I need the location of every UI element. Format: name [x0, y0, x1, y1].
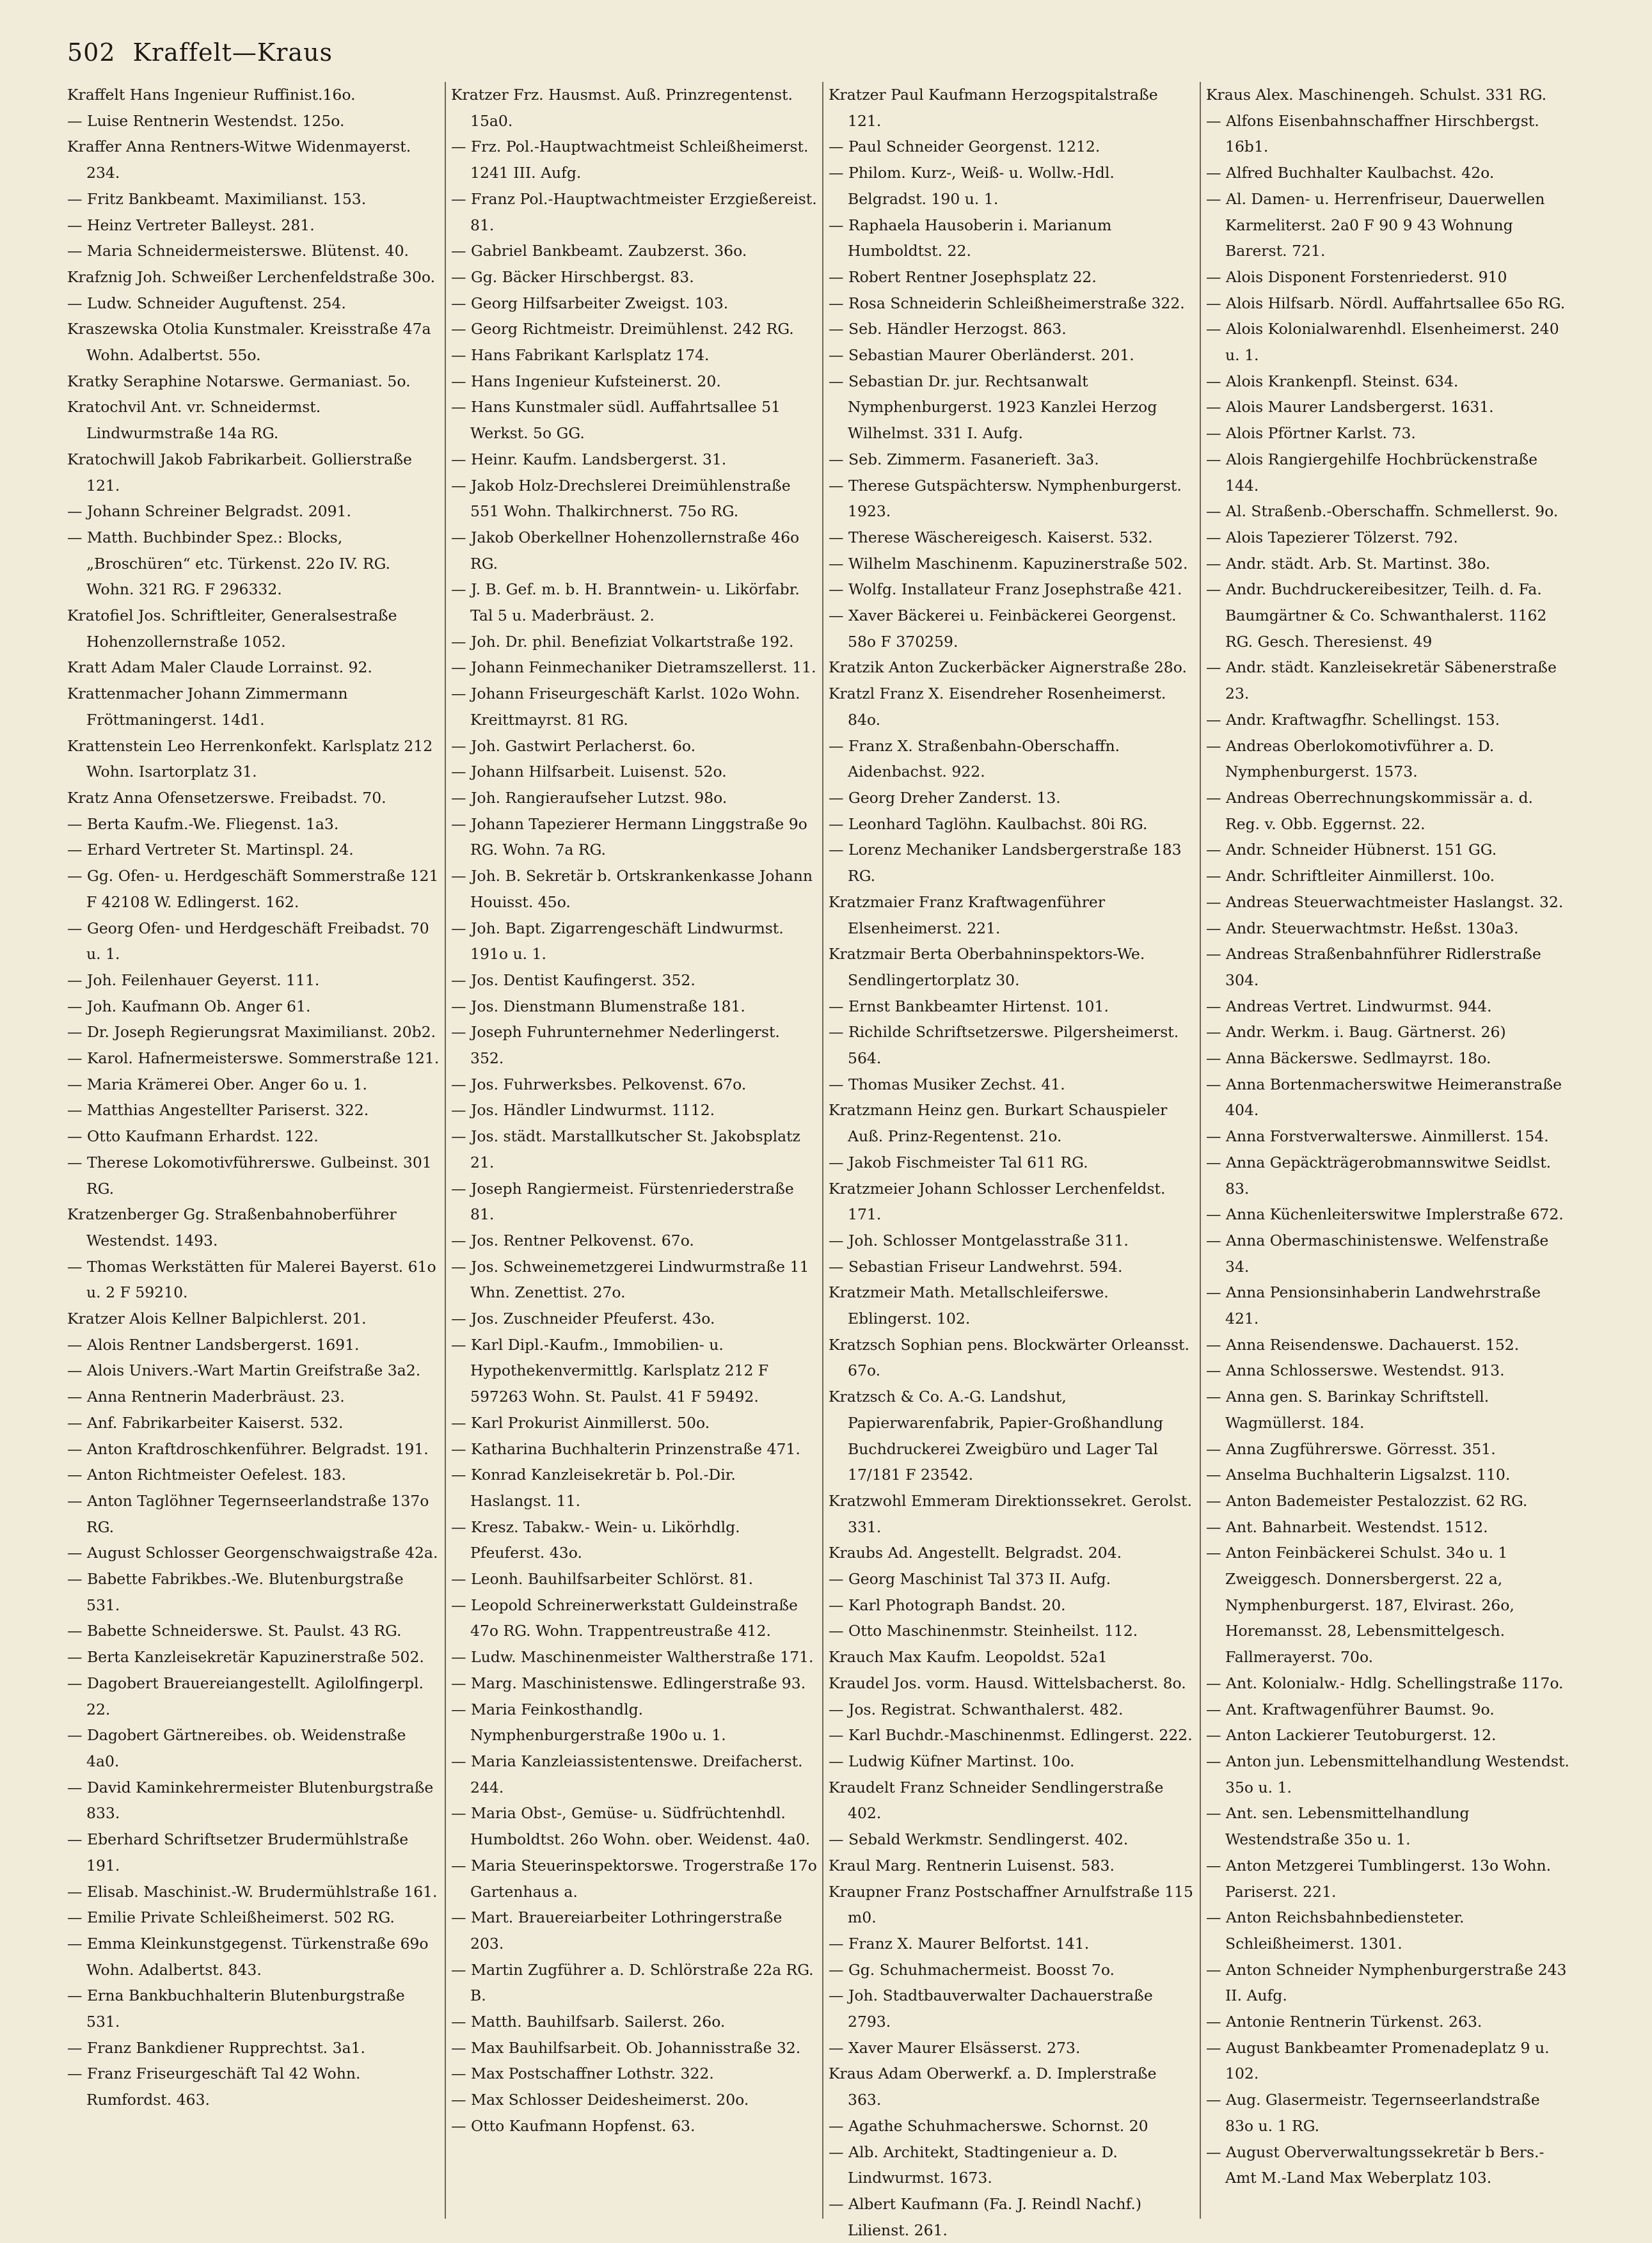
directory-entry: — Wilhelm Maschinenm. Kapuzinerstraße 502.: [829, 554, 1188, 573]
directory-entry: — Jakob Fischmeister Tal 611 RG.: [829, 1153, 1088, 1171]
directory-entry: — Leonh. Bauhilfsarbeiter Schlörst. 81.: [451, 1570, 754, 1589]
directory-entry: Kratochvil Ant. vr. Schneidermst. Lindwurmstraße 14a RG.: [67, 398, 321, 443]
directory-entry: — Wolfg. Installateur Franz Josephstraße 421.: [829, 580, 1182, 599]
directory-entry: — Johann Feinmechaniker Dietramszellerst. 11.: [451, 658, 816, 677]
directory-entry: — Anton Taglöhner Tegernseerlandstraße 137o RG.: [67, 1491, 429, 1536]
directory-entry: Kraudelt Franz Schneider Sendlingerstraße 402.: [829, 1778, 1164, 1823]
column-2: [445, 82, 822, 2219]
directory-entry: Kratzenberger Gg. Straßenbahnoberführer Westendst. 1493.: [67, 1205, 397, 1249]
directory-entry: — Anton Lackierer Teutoburgerst. 12.: [1206, 1726, 1497, 1745]
directory-entry: — Jakob Oberkellner Hohenzollernstraße 46o RG.: [451, 528, 800, 573]
directory-entry: — Georg Ofen- und Herdgeschäft Freibadst. 70 u. 1.: [67, 919, 429, 963]
directory-entry: — Alois Hilfsarb. Nördl. Auffahrtsallee 65o RG.: [1206, 294, 1566, 312]
directory-entry: — Konrad Kanzleisekretär b. Pol.-Dir. Haslangst. 11.: [451, 1466, 736, 1510]
directory-entry: — Al. Straßenb.-Oberschaffn. Schmellerst. 9o.: [1206, 502, 1559, 521]
directory-entry: — Fritz Bankbeamt. Maximilianst. 153.: [67, 189, 367, 208]
directory-entry: — Ant. Kraftwagenführer Baumst. 9o.: [1206, 1700, 1495, 1718]
directory-entry: — Alois Krankenpfl. Steinst. 634.: [1206, 372, 1459, 390]
directory-entry: — Johann Friseurgeschäft Karlst. 102o Wohn. Kreittmayrst. 81 RG.: [451, 685, 800, 729]
directory-entry: — Anna Küchenleiterswitwe Implerstraße 672.: [1206, 1205, 1564, 1224]
directory-entry: — Gg. Schuhmachermeist. Boosst 7o.: [829, 1960, 1115, 1979]
directory-entry: — Leonhard Taglöhn. Kaulbachst. 80i RG.: [829, 814, 1148, 833]
directory-entry: — Aug. Glasermeistr. Tegernseerlandstraße 83o u. 1 RG.: [1206, 2091, 1540, 2135]
directory-entry: — Erhard Vertreter St. Martinspl. 24.: [67, 841, 354, 859]
directory-entry: — Sebald Werkmstr. Sendlingerst. 402.: [829, 1830, 1129, 1849]
directory-entry: — Hans Kunstmaler südl. Auffahrtsallee 51 Werkst. 5o GG.: [451, 398, 781, 443]
directory-entry: Kratzwohl Emmeram Direktionssekret. Gerolst. 331.: [829, 1491, 1192, 1536]
directory-entry: — Jos. städt. Marstallkutscher St. Jakobsplatz 21.: [451, 1127, 800, 1171]
directory-entry: — Alfred Buchhalter Kaulbachst. 42o.: [1206, 164, 1495, 182]
directory-entry: — Seb. Händler Herzogst. 863.: [829, 320, 1067, 338]
directory-entry: — August Oberverwaltungssekretär b Bers.-Amt M.-Land Max Weberplatz 103.: [1206, 2143, 1545, 2187]
directory-entry: — Andr. Kraftwagfhr. Schellingst. 153.: [1206, 710, 1500, 729]
directory-entry: — Sebastian Dr. jur. Rechtsanwalt Nymphenburgerst. 1923 Kanzlei Herzog Wilhelmst. 331 I. Aufg.: [829, 372, 1157, 443]
directory-entry: — Joh. Dr. phil. Benefiziat Volkartstraße 192.: [451, 632, 794, 651]
directory-entry: — Otto Kaufmann Erhardst. 122.: [67, 1127, 319, 1146]
directory-entry: — Jos. Schweinemetzgerei Lindwurmstraße 11 Whn. Zenettist. 27o.: [451, 1257, 809, 1302]
directory-entry: — August Schlosser Georgenschwaigstraße 42a.: [67, 1544, 438, 1562]
directory-entry: — Jos. Dentist Kaufingerst. 352.: [451, 971, 695, 989]
directory-entry: — Matth. Buchbinder Spez.: Blocks, „Broschüren“ etc. Türkenst. 22o IV. RG. Wohn. 321 RG. F 296332.: [67, 528, 391, 599]
directory-entry: — Leopold Schreinerwerkstatt Guldeinstraße 47o RG. Wohn. Trappentreustraße 412.: [451, 1596, 798, 1640]
directory-entry: — Kresz. Tabakw.- Wein- u. Likörhdlg. Pfeuferst. 43o.: [451, 1518, 740, 1562]
directory-entry: — Hans Ingenieur Kufsteinerst. 20.: [451, 372, 721, 390]
directory-entry: — Anton Richtmeister Oefelest. 183.: [67, 1466, 347, 1484]
directory-entry: Kratzer Alois Kellner Balpichlerst. 201.: [67, 1310, 367, 1328]
directory-entry: — Andr. Werkm. i. Baug. Gärtnerst. 26): [1206, 1023, 1506, 1042]
directory-entry: Kratzer Frz. Hausmst. Auß. Prinzregentenst. 15a0.: [451, 86, 793, 130]
directory-entry: — Anna Pensionsinhaberin Landwehrstraße 421.: [1206, 1283, 1541, 1328]
directory-entry: — Anna Rentnerin Maderbräust. 23.: [67, 1388, 345, 1406]
directory-entry: — Elisab. Maschinist.-W. Brudermühlstraße 161.: [67, 1882, 438, 1901]
directory-entry: — Anton jun. Lebensmittelhandlung Westendst. 35o u. 1.: [1206, 1752, 1569, 1796]
directory-entry: Kraffer Anna Rentners-Witwe Widenmayerst. 234.: [67, 138, 411, 182]
directory-entry: — Georg Maschinist Tal 373 II. Aufg.: [829, 1570, 1111, 1589]
directory-entry: — Maria Feinkosthandlg. Nymphenburgerstraße 190o u. 1.: [451, 1700, 726, 1745]
directory-entry: — Katharina Buchhalterin Prinzenstraße 471.: [451, 1439, 800, 1458]
page-number: 502: [67, 38, 116, 67]
directory-entry: — Franz X. Maurer Belfortst. 141.: [829, 1934, 1090, 1953]
directory-entry: — Joh. Feilenhauer Geyerst. 111.: [67, 971, 320, 989]
directory-entry: — Ant. Kolonialw.- Hdlg. Schellingstraße 117o.: [1206, 1674, 1564, 1692]
directory-entry: — Johann Schreiner Belgradst. 2091.: [67, 502, 351, 521]
directory-entry: — Xaver Maurer Elsässerst. 273.: [829, 2038, 1081, 2057]
directory-entry: — Joseph Rangiermeist. Fürstenriederstraße 81.: [451, 1179, 794, 1224]
directory-entry: — Andr. Buchdruckereibesitzer, Teilh. d. Fa. Baumgärtner & Co. Schwanthalerst. 1162 RG. Gesch. Theresienst. 49: [1206, 580, 1547, 651]
directory-entry: — Andreas Oberlokomotivführer a. D. Nymphenburgerst. 1573.: [1206, 736, 1495, 781]
directory-entry: — Alois Tapezierer Tölzerst. 792.: [1206, 528, 1458, 546]
directory-entry: — Gabriel Bankbeamt. Zaubzerst. 36o.: [451, 242, 747, 260]
directory-entry: Kratzmair Berta Oberbahninspektors-We. Sendlingertorplatz 30.: [829, 945, 1145, 989]
directory-entry: — Xaver Bäckerei u. Feinbäckerei Georgenst. 58o F 370259.: [829, 606, 1177, 651]
directory-entry: Krauch Max Kaufm. Leopoldst. 52a1: [829, 1648, 1108, 1667]
directory-entry: — Thomas Werkstätten für Malerei Bayerst. 61o u. 2 F 59210.: [67, 1257, 436, 1302]
directory-entry: — Eberhard Schriftsetzer Brudermühlstraße 191.: [67, 1830, 409, 1874]
directory-entry: — Jos. Zuschneider Pfeuferst. 43o.: [451, 1310, 715, 1328]
directory-entry: — Alb. Architekt, Stadtingenieur a. D. Lindwurmst. 1673.: [829, 2143, 1118, 2187]
directory-entry: — Erna Bankbuchhalterin Blutenburgstraße 531.: [67, 1986, 405, 2031]
directory-entry: — Therese Wäschereigesch. Kaiserst. 532.: [829, 528, 1153, 546]
directory-entry: Kratochwill Jakob Fabrikarbeit. Gollierstraße 121.: [67, 450, 412, 495]
directory-entry: — Therese Lokomotivführerswe. Gulbeinst. 301 RG.: [67, 1153, 432, 1198]
directory-entry: — Heinr. Kaufm. Landsbergerst. 31.: [451, 450, 727, 468]
page-running-title: Kraffelt—Kraus: [132, 38, 333, 67]
directory-entry: — Anton Feinbäckerei Schulst. 34o u. 1 Zweiggesch. Donnersbergerst. 22 a, Nymphenburgerst. 187, Elvirast. 26o, Horemansst. 28, Lebensmittelgesch. Fallmerayerst. 70o.: [1206, 1544, 1514, 1667]
directory-entry: — Karl Buchdr.-Maschinenmst. Edlingerst. 222.: [829, 1726, 1193, 1745]
directory-entry: — Seb. Zimmerm. Fasanerieft. 3a3.: [829, 450, 1099, 468]
directory-entry: — Lorenz Mechaniker Landsbergerstraße 183 RG.: [829, 841, 1182, 885]
directory-entry: — Anton Bademeister Pestalozzist. 62 RG.: [1206, 1491, 1528, 1510]
directory-entry: — Alois Rentner Landsbergerst. 1691.: [67, 1335, 360, 1354]
directory-entry: — Dr. Joseph Regierungsrat Maximilianst. 20b2.: [67, 1023, 436, 1042]
directory-entry: — Matth. Bauhilfsarb. Sailerst. 26o.: [451, 2013, 726, 2031]
directory-entry: Kraudel Jos. vorm. Hausd. Wittelsbacherst. 8o.: [829, 1674, 1186, 1692]
directory-entry: — Anna Bortenmacherswitwe Heimeranstraße 404.: [1206, 1075, 1562, 1120]
directory-entry: — Richilde Schriftsetzerswe. Pilgersheimerst. 564.: [829, 1023, 1179, 1068]
directory-entry: — Johann Tapezierer Hermann Linggstraße 9o RG. Wohn. 7a RG.: [451, 814, 807, 859]
directory-entry: — Joh. Schlosser Montgelasstraße 311.: [829, 1231, 1129, 1249]
directory-entry: Kratzmaier Franz Kraftwagenführer Elsenheimerst. 221.: [829, 892, 1106, 937]
directory-entry: — Paul Schneider Georgenst. 1212.: [829, 138, 1100, 156]
directory-entry: — Anf. Fabrikarbeiter Kaiserst. 532.: [67, 1413, 344, 1432]
directory-entry: Kratofiel Jos. Schriftleiter, Generalsestraße Hohenzollernstraße 1052.: [67, 606, 397, 651]
directory-entry: — Karol. Hafnermeisterswe. Sommerstraße 121.: [67, 1049, 440, 1068]
directory-entry: — Maria Obst-, Gemüse- u. Südfrüchtenhdl. Humboldtst. 26o Wohn. ober. Weidenst. 4a0.: [451, 1804, 811, 1849]
directory-entry: — Andr. Schneider Hübnerst. 151 GG.: [1206, 841, 1497, 859]
directory-entry: — Andr. städt. Kanzleisekretär Säbenerstraße 23.: [1206, 658, 1557, 703]
directory-entry: — Joh. Gastwirt Perlacherst. 6o.: [451, 736, 696, 755]
directory-entry: Kratzer Paul Kaufmann Herzogspitalstraße 121.: [829, 86, 1158, 130]
directory-entry: — Ludw. Schneider Auguftenst. 254.: [67, 294, 346, 312]
directory-entry: — Andr. Schriftleiter Ainmillerst. 10o.: [1206, 867, 1495, 885]
directory-entry: — Luise Rentnerin Westendst. 125o.: [67, 111, 345, 130]
directory-entry: — Ludwig Küfner Martinst. 10o.: [829, 1752, 1075, 1770]
directory-entry: — Robert Rentner Josephsplatz 22.: [829, 267, 1097, 286]
directory-entry: — Raphaela Hausoberin i. Marianum Humboldtst. 22.: [829, 216, 1112, 260]
directory-entry: — Maria Schneidermeisterswe. Blütenst. 40.: [67, 242, 409, 260]
directory-entry: — Frz. Pol.-Hauptwachtmeist Schleißheimerst. 1241 III. Aufg.: [451, 138, 809, 182]
directory-entry: — Alois Univers.-Wart Martin Greifstraße 3a2.: [67, 1361, 421, 1380]
directory-entry: Kratzmeier Johann Schlosser Lerchenfeldst. 171.: [829, 1179, 1166, 1224]
column-1: [67, 82, 445, 2219]
directory-entry: — Karl Dipl.-Kaufm., Immobilien- u. Hypothekenvermittlg. Karlsplatz 212 F 597263 Wohn. St. Paulst. 41 F 59492.: [451, 1335, 769, 1406]
directory-entry: — Ant. sen. Lebensmittelhandlung Westendstraße 35o u. 1.: [1206, 1804, 1470, 1849]
directory-entry: Kratzsch Sophian pens. Blockwärter Orleansst. 67o.: [829, 1335, 1189, 1380]
directory-entry: Kratt Adam Maler Claude Lorrainst. 92.: [67, 658, 372, 677]
directory-entry: Krattenstein Leo Herrenkonfekt. Karlsplatz 212 Wohn. Isartorplatz 31.: [67, 736, 433, 781]
directory-entry: — Antonie Rentnerin Türkenst. 263.: [1206, 2013, 1482, 2031]
directory-entry: — Alois Maurer Landsbergerst. 1631.: [1206, 398, 1494, 416]
directory-entry: — Alois Rangiergehilfe Hochbrückenstraße 144.: [1206, 450, 1538, 495]
directory-entry: — Maria Kanzleiassistentenswe. Dreifacherst. 244.: [451, 1752, 803, 1796]
directory-entry: Kratz Anna Ofensetzerswe. Freibadst. 70.: [67, 788, 386, 807]
directory-entry: — Anton Reichsbahnbediensteter. Schleißheimerst. 1301.: [1206, 1908, 1465, 1953]
directory-entry: — Andreas Vertret. Lindwurmst. 944.: [1206, 997, 1492, 1015]
directory-entry: — Berta Kaufm.-We. Fliegenst. 1a3.: [67, 814, 339, 833]
directory-entry: — Johann Hilfsarbeit. Luisenst. 52o.: [451, 763, 727, 781]
directory-entry: — Emma Kleinkunstgegenst. Türkenstraße 69o Wohn. Adalbertst. 843.: [67, 1934, 429, 1979]
directory-entry: — Anton Metzgerei Tumblingerst. 13o Wohn. Pariserst. 221.: [1206, 1856, 1552, 1901]
directory-entry: — Jos. Rentner Pelkovenst. 67o.: [451, 1231, 694, 1249]
directory-entry: — Anna Zugführerswe. Görresst. 351.: [1206, 1439, 1496, 1458]
directory-entry: — David Kaminkehrermeister Blutenburgstraße 833.: [67, 1778, 434, 1823]
directory-entry: Krattenmacher Johann Zimmermann Fröttmaningerst. 14d1.: [67, 685, 348, 729]
directory-entry: — Alois Pförtner Karlst. 73.: [1206, 424, 1416, 443]
directory-entry: — Babette Fabrikbes.-We. Blutenburgstraße 531.: [67, 1570, 404, 1614]
directory-entry: — Franz Pol.-Hauptwachtmeister Erzgießereist. 81.: [451, 189, 817, 234]
directory-entry: — Georg Hilfsarbeiter Zweigst. 103.: [451, 294, 729, 312]
directory-entry: — Hans Fabrikant Karlsplatz 174.: [451, 346, 710, 365]
directory-entry: Kraubs Ad. Angestellt. Belgradst. 204.: [829, 1544, 1122, 1562]
directory-entry: Kraupner Franz Postschaffner Arnulfstraße 115 m0.: [829, 1882, 1193, 1927]
directory-entry: Kratzmann Heinz gen. Burkart Schauspieler Auß. Prinz-Regentenst. 21o.: [829, 1101, 1168, 1146]
page-header: [67, 33, 1616, 72]
directory-entry: — Anna Obermaschinistenswe. Welfenstraße 34.: [1206, 1231, 1549, 1276]
directory-entry: — Joseph Fuhrunternehmer Nederlingerst. 352.: [451, 1023, 780, 1068]
directory-entry: — Anna Forstverwalterswe. Ainmillerst. 154.: [1206, 1127, 1549, 1146]
column-3: [822, 82, 1200, 2239]
directory-entry: — Joh. Bapt. Zigarrengeschäft Lindwurmst. 191o u. 1.: [451, 919, 784, 963]
directory-entry: — Berta Kanzleisekretär Kapuzinerstraße 502.: [67, 1648, 424, 1667]
directory-entry: Kratzsch & Co. A.-G. Landshut, Papierwarenfabrik, Papier-Großhandlung Buchdruckerei Zweigbüro und Lager Tal 17/181 F 23542.: [829, 1388, 1163, 1484]
directory-entry: — Babette Schneiderswe. St. Paulst. 43 RG.: [67, 1622, 402, 1640]
directory-entry: — Joh. Kaufmann Ob. Anger 61.: [67, 997, 311, 1015]
directory-entry: — Heinz Vertreter Balleyst. 281.: [67, 216, 315, 234]
directory-entry: — Max Schlosser Deidesheimerst. 20o.: [451, 2091, 749, 2109]
directory-entry: — Ant. Bahnarbeit. Westendst. 1512.: [1206, 1518, 1488, 1536]
directory-entry: — Jos. Registrat. Schwanthalerst. 482.: [829, 1700, 1124, 1718]
directory-entry: — Otto Maschinenmstr. Steinheilst. 112.: [829, 1622, 1138, 1640]
directory-entry: — Franz Friseurgeschäft Tal 42 Wohn. Rumfordst. 463.: [67, 2065, 361, 2109]
directory-entry: Kraul Marg. Rentnerin Luisenst. 583.: [829, 1856, 1115, 1874]
directory-entry: — Andreas Steuerwachtmeister Haslangst. 32.: [1206, 892, 1564, 911]
directory-entry: Kraszewska Otolia Kunstmaler. Kreisstraße 47a Wohn. Adalbertst. 55o.: [67, 320, 431, 365]
directory-entry: — Ernst Bankbeamter Hirtenst. 101.: [829, 997, 1109, 1015]
directory-entry: — Jos. Fuhrwerksbes. Pelkovenst. 67o.: [451, 1075, 747, 1093]
directory-entry: — Anna Gepäckträgerobmannswitwe Seidlst. 83.: [1206, 1153, 1552, 1198]
directory-entry: — Mart. Brauereiarbeiter Lothringerstraße 203.: [451, 1908, 782, 1953]
directory-entry: — Matthias Angestellter Pariserst. 322.: [67, 1101, 369, 1120]
directory-entry: — Dagobert Gärtnereibes. ob. Weidenstraße 4a0.: [67, 1726, 406, 1770]
directory-entry: — Max Bauhilfsarbeit. Ob. Johannisstraße 32.: [451, 2038, 801, 2057]
directory-entry: Kratky Seraphine Notarswe. Germaniast. 5o.: [67, 372, 411, 390]
directory-entry: — Alois Disponent Forstenriederst. 910: [1206, 267, 1507, 286]
directory-entry: — Joh. B. Sekretär b. Ortskrankenkasse Johann Houisst. 45o.: [451, 867, 813, 911]
directory-entry: — Andr. städt. Arb. St. Martinst. 38o.: [1206, 554, 1491, 573]
directory-entry: — Max Postschaffner Lothstr. 322.: [451, 2065, 714, 2083]
directory-entry: — August Bankbeamter Promenadeplatz 9 u. 102.: [1206, 2038, 1550, 2083]
directory-entry: Kraffelt Hans Ingenieur Ruffinist.16o.: [67, 86, 356, 104]
directory-entry: — Albert Kaufmann (Fa. J. Reindl Nachf.) Lilienst. 261.: [829, 2194, 1142, 2239]
directory-entry: — Maria Steuerinspektorswe. Trogerstraße 17o Gartenhaus a.: [451, 1856, 817, 1901]
directory-entry: — Anselma Buchhalterin Ligsalzst. 110.: [1206, 1466, 1511, 1484]
directory-entry: — Al. Damen- u. Herrenfriseur, Dauerwellen Karmeliterst. 2a0 F 90 9 43 Wohnung Barerst. 721.: [1206, 189, 1545, 260]
directory-entry: — Alois Kolonialwarenhdl. Elsenheimerst. 240 u. 1.: [1206, 320, 1559, 365]
directory-entry: — Thomas Musiker Zechst. 41.: [829, 1075, 1065, 1093]
directory-columns: [67, 82, 1616, 2239]
directory-entry: — Karl Prokurist Ainmillerst. 50o.: [451, 1413, 710, 1432]
directory-entry: Kraus Alex. Maschinengeh. Schulst. 331 RG.: [1206, 86, 1547, 104]
directory-entry: — Dagobert Brauereiangestellt. Agilolfingerpl. 22.: [67, 1674, 424, 1718]
directory-entry: — Jos. Händler Lindwurmst. 1112.: [451, 1101, 715, 1120]
directory-entry: — Gg. Ofen- u. Herdgeschäft Sommerstraße 121 F 42108 W. Edlingerst. 162.: [67, 867, 439, 911]
directory-entry: — J. B. Gef. m. b. H. Branntwein- u. Likörfabr. Tal 5 u. Maderbräust. 2.: [451, 580, 800, 625]
directory-entry: Kraus Adam Oberwerkf. a. D. Implerstraße 363.: [829, 2065, 1157, 2109]
directory-entry: — Jos. Dienstmann Blumenstraße 181.: [451, 997, 745, 1015]
directory-entry: Kratzik Anton Zuckerbäcker Aignerstraße 28o.: [829, 658, 1187, 677]
directory-entry: — Gg. Bäcker Hirschbergst. 83.: [451, 267, 694, 286]
directory-entry: — Georg Dreher Zanderst. 13.: [829, 788, 1061, 807]
directory-entry: — Anna Schlosserswe. Westendst. 913.: [1206, 1361, 1505, 1380]
directory-entry: — Anton Schneider Nymphenburgerstraße 243 II. Aufg.: [1206, 1960, 1567, 2005]
directory-entry: — Rosa Schneiderin Schleißheimerstraße 322.: [829, 294, 1185, 312]
directory-entry: — Joh. Stadtbauverwalter Dachauerstraße 2793.: [829, 1986, 1153, 2031]
directory-entry: — Maria Krämerei Ober. Anger 6o u. 1.: [67, 1075, 368, 1093]
directory-entry: — Jakob Holz-Drechslerei Dreimühlenstraße 551 Wohn. Thalkirchnerst. 75o RG.: [451, 476, 791, 521]
directory-entry: — Marg. Maschinistenswe. Edlingerstraße 93.: [451, 1674, 806, 1692]
directory-entry: — Anton Kraftdroschkenführer. Belgradst. 191.: [67, 1439, 429, 1458]
column-4: [1200, 82, 1577, 2219]
directory-entry: — Ludw. Maschinenmeister Waltherstraße 171.: [451, 1648, 814, 1667]
directory-entry: — Therese Gutspächtersw. Nymphenburgerst. 1923.: [829, 476, 1182, 521]
directory-entry: — Emilie Private Schleißheimerst. 502 RG.: [67, 1908, 395, 1927]
directory-entry: — Otto Kaufmann Hopfenst. 63.: [451, 2116, 695, 2135]
directory-entry: — Martin Zugführer a. D. Schlörstraße 22a RG. B.: [451, 1960, 814, 2005]
directory-entry: — Philom. Kurz-, Weiß- u. Wollw.-Hdl. Belgradst. 190 u. 1.: [829, 164, 1115, 208]
directory-entry: — Sebastian Maurer Oberländerst. 201.: [829, 346, 1134, 365]
directory-entry: — Franz X. Straßenbahn-Oberschaffn. Aidenbachst. 922.: [829, 736, 1120, 781]
directory-entry: — Georg Richtmeistr. Dreimühlenst. 242 RG.: [451, 320, 794, 338]
directory-entry: — Andreas Straßenbahnführer Ridlerstraße 304.: [1206, 945, 1541, 989]
directory-entry: — Sebastian Friseur Landwehrst. 594.: [829, 1257, 1123, 1276]
directory-entry: — Andr. Steuerwachtmstr. Heßst. 130a3.: [1206, 919, 1519, 937]
directory-entry: — Anna Bäckerswe. Sedlmayrst. 18o.: [1206, 1049, 1491, 1068]
directory-entry: Kratzmeir Math. Metallschleiferswe. Eblingerst. 102.: [829, 1283, 1109, 1328]
directory-entry: — Anna gen. S. Barinkay Schriftstell. Wagmüllerst. 184.: [1206, 1388, 1489, 1432]
directory-entry: Kratzl Franz X. Eisendreher Rosenheimerst. 84o.: [829, 685, 1166, 729]
directory-entry: — Andreas Oberrechnungskommissär a. d. Reg. v. Obb. Eggernst. 22.: [1206, 788, 1533, 833]
directory-entry: — Joh. Rangieraufseher Lutzst. 98o.: [451, 788, 727, 807]
directory-entry: — Franz Bankdiener Rupprechtst. 3a1.: [67, 2038, 365, 2057]
directory-entry: — Karl Photograph Bandst. 20.: [829, 1596, 1066, 1614]
directory-entry: Krafznig Joh. Schweißer Lerchenfeldstraße 30o.: [67, 267, 436, 286]
directory-entry: — Alfons Eisenbahnschaffner Hirschbergst. 16b1.: [1206, 111, 1539, 156]
directory-entry: — Anna Reisendenswe. Dachauerst. 152.: [1206, 1335, 1520, 1354]
directory-entry: — Agathe Schuhmacherswe. Schornst. 20: [829, 2116, 1148, 2135]
